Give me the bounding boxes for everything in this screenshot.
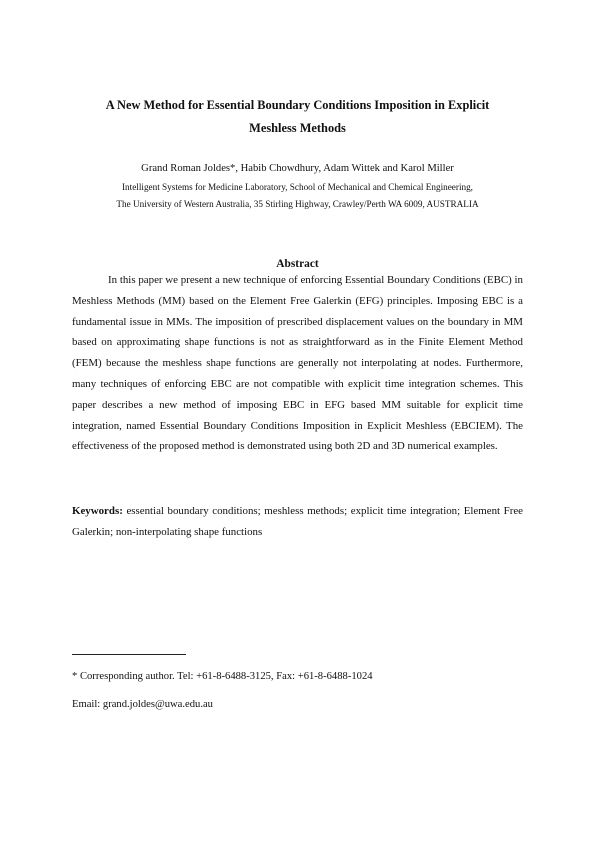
title-line-1: A New Method for Essential Boundary Conditions Imposition in Explicit <box>105 98 490 112</box>
abstract-body: In this paper we present a new technique of enforcing Essential Boundary Conditions (EBC) in Meshless Methods (MM) based on the Element Free Galerkin (EFG) principles. Imposing EBC is a fundamental issue in MMs. The imposition of prescribed displacement values on the boundary in MM based on approximating shape functions is not as straightforward as in the Finite Element Method (FEM) because the meshless shape functions are generally not interpolating at nodes. Furthermore, many techniques of enforcing EBC are not compatible with explicit time integration schemes. This paper describes a new method of imposing EBC in EFG based MM suitable for explicit time integration, named Essential Boundary Conditions Imposition in Explicit Meshless (EBCIEM). The effectiveness of the proposed method is demonstrated using both 2D and 3D numerical examples. <box>72 274 523 453</box>
keywords-label: Keywords: <box>72 505 123 517</box>
footnote-correspondence: * Corresponding author. Tel: +61-8-6488-3125, Fax: +61-8-6488-1024 <box>72 671 373 682</box>
abstract-heading: Abstract <box>276 258 319 270</box>
keywords-text: essential boundary conditions; meshless methods; explicit time integration; Element Free Galerkin; non-interpolating shape functions <box>72 505 523 538</box>
keywords-paragraph <box>72 501 523 543</box>
affiliation-line-2: The University of Western Australia, 35 Stirling Highway, Crawley/Perth WA 6009, AUSTRALIA <box>116 199 479 209</box>
paper-title <box>72 94 523 140</box>
affiliation-line-1: Intelligent Systems for Medicine Laboratory, School of Mechanical and Chemical Engineering, <box>122 182 473 192</box>
footnote-email: Email: grand.joldes@uwa.edu.au <box>72 699 213 710</box>
footnote-divider <box>72 654 186 655</box>
title-line-2: Meshless Methods <box>249 121 346 135</box>
author-list: Grand Roman Joldes*, Habib Chowdhury, Adam Wittek and Karol Miller <box>141 163 454 174</box>
